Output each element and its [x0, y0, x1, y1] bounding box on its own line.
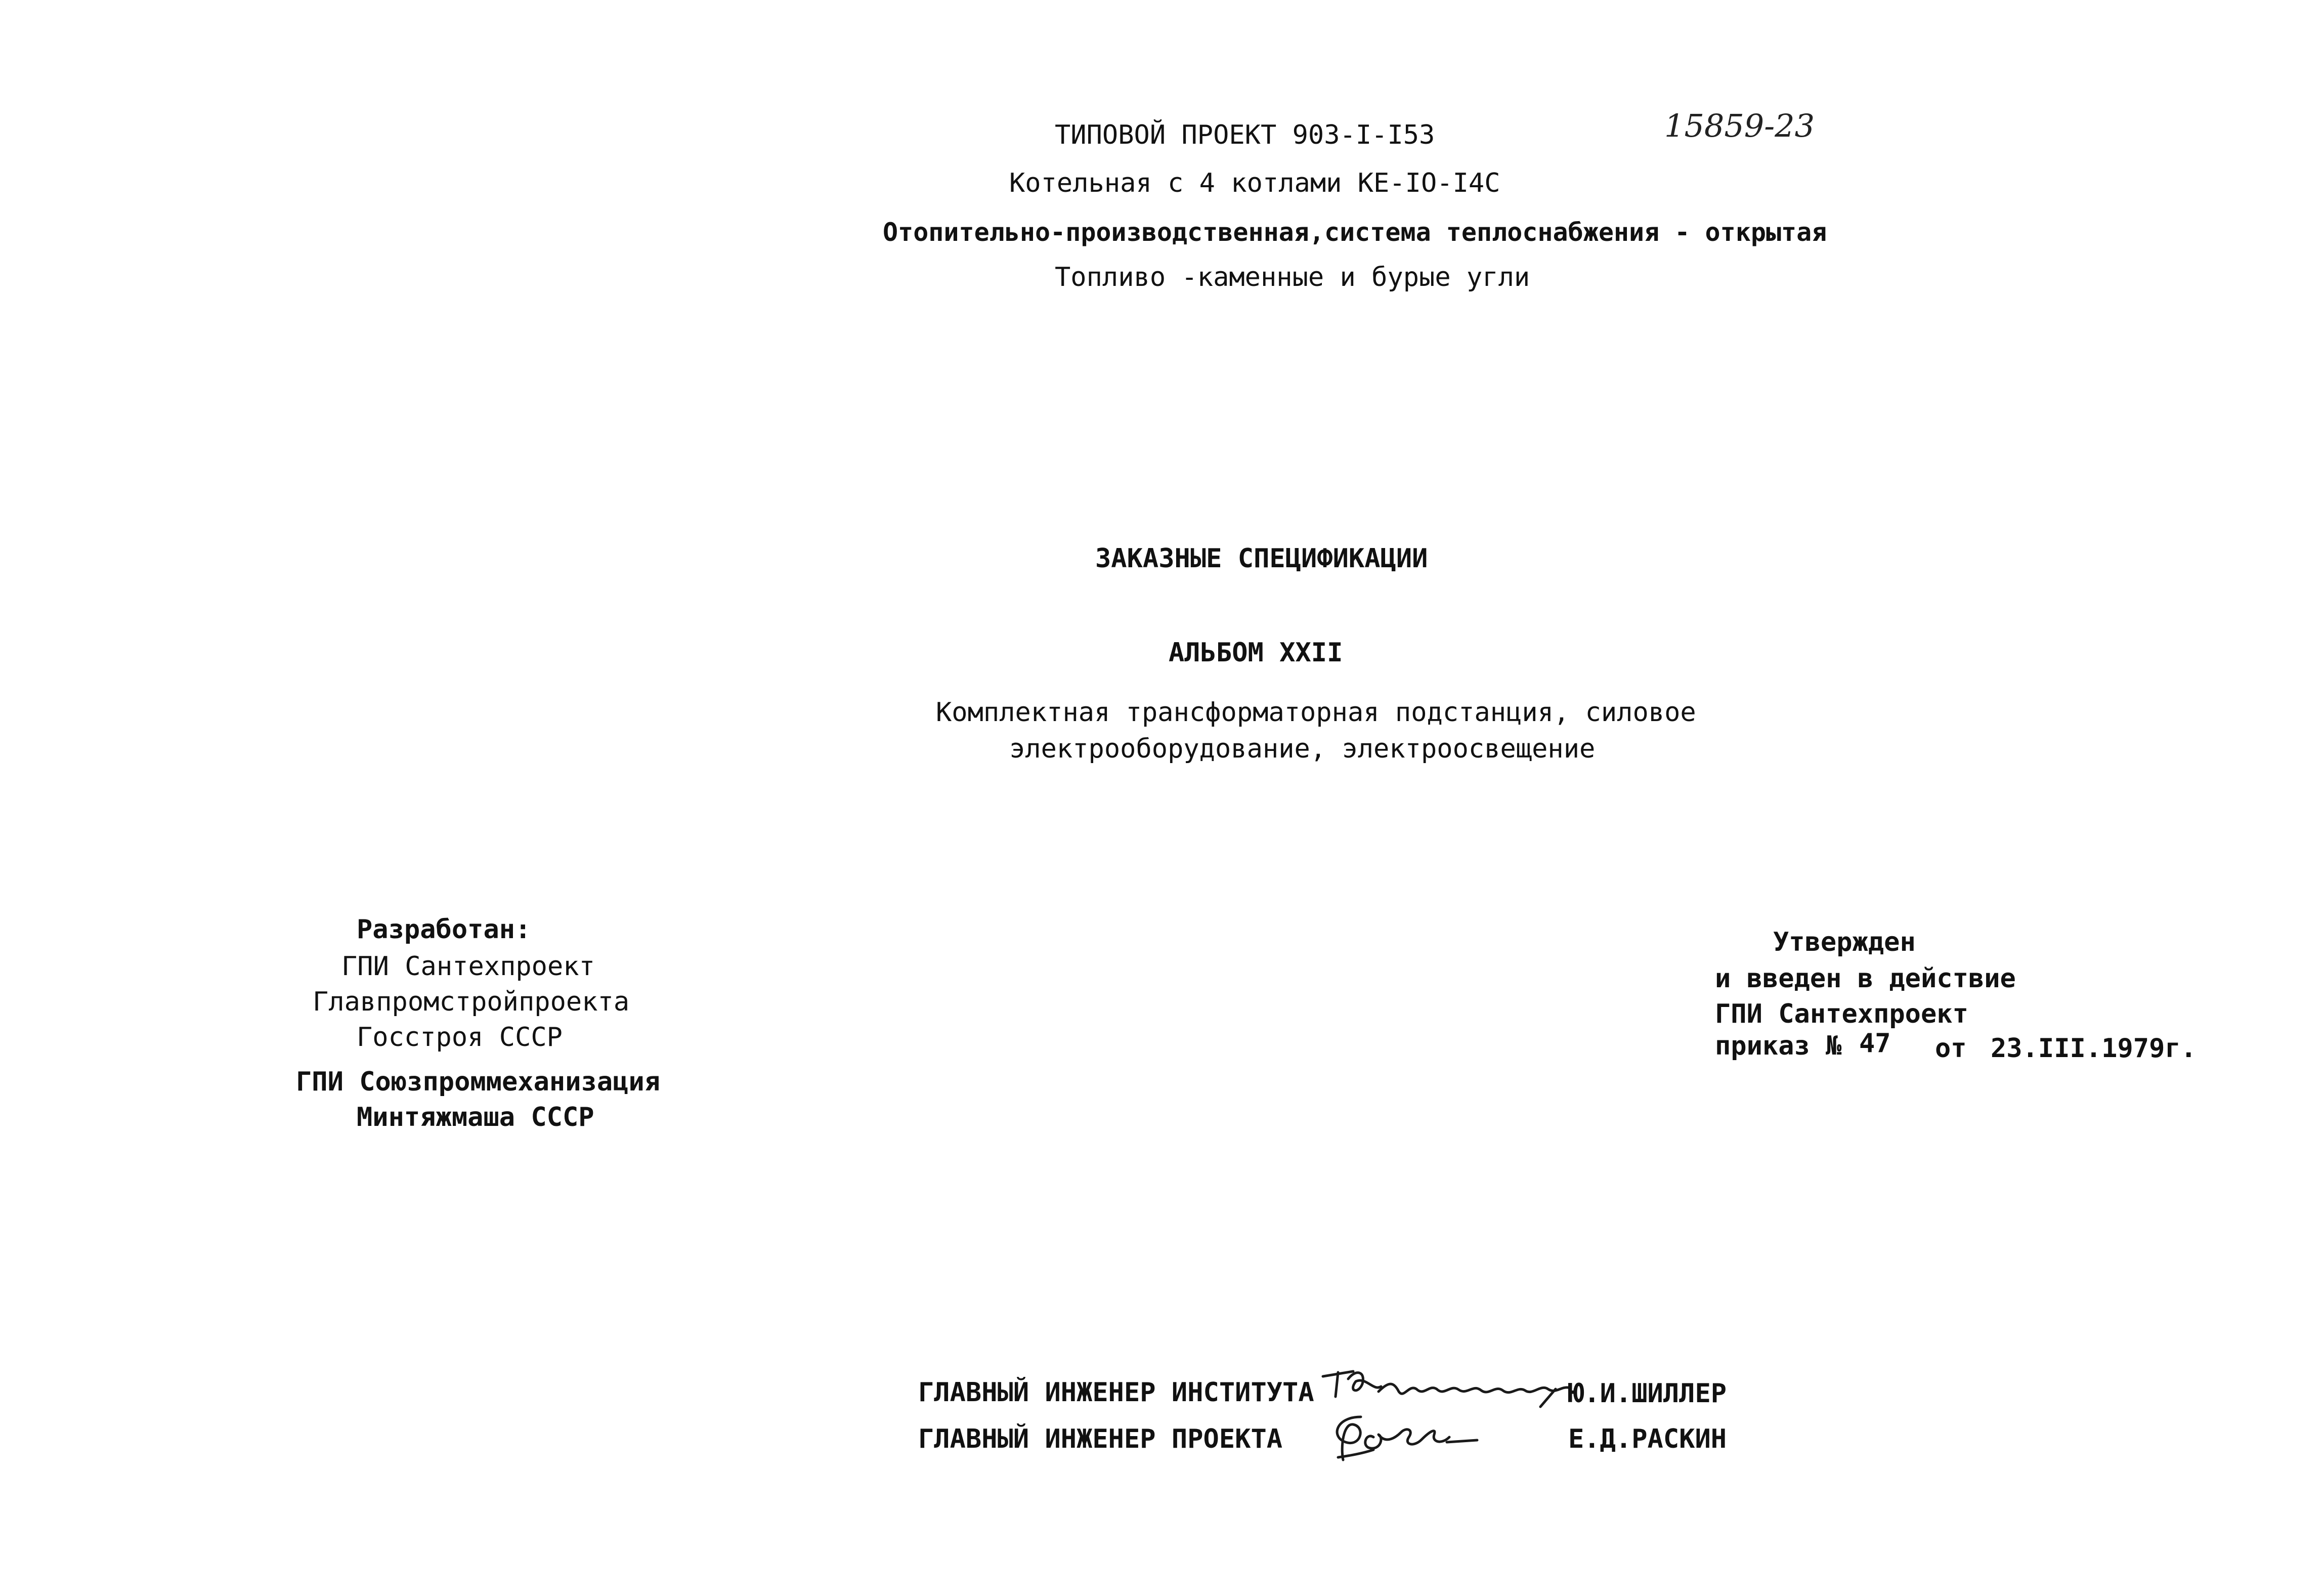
album-number: АЛЬБОМ XXII [1169, 638, 1343, 668]
approved-order-label: приказ № [1715, 1031, 1842, 1061]
header-line-system: Отопительно-производственная,система теплоснабжения - открытая [883, 218, 1827, 247]
signature-name-raskin: Е.Д.РАСКИН [1568, 1424, 1727, 1454]
approved-date-label: от [1935, 1033, 1967, 1064]
signature-role-chief-institute: ГЛАВНЫЙ ИНЖЕНЕР ИНСТИТУТА [918, 1377, 1314, 1408]
developed-by-label: Разработан: [357, 914, 531, 945]
signature-role-chief-project: ГЛАВНЫЙ ИНЖЕНЕР ПРОЕКТА [918, 1424, 1283, 1454]
signature-name-shiller: Ю.И.ШИЛЛЕР [1568, 1378, 1727, 1409]
developer-org1-line1: ГПИ Сантехпроект [341, 951, 595, 982]
approved-date-value: 23.III.1979г. [1991, 1033, 2197, 1064]
header-line-fuel: Топливо -каменные и бурые угли [1055, 262, 1530, 292]
approved-line1: Утвержден [1773, 927, 1916, 957]
approved-line2: и введен в действие [1715, 963, 2016, 994]
signature-raskin [1325, 1407, 1497, 1467]
album-description-line2: электрооборудование, электроосвещение [1009, 734, 1596, 764]
document-title: ЗАКАЗНЫЕ СПЕЦИФИКАЦИИ [1095, 543, 1428, 574]
album-description-line1: Комплектная трансформаторная подстанция, силовое [936, 697, 1696, 728]
approved-line3: ГПИ Сантехпроект [1715, 999, 1968, 1029]
approved-order-number: 47 [1859, 1028, 1891, 1059]
developer-org1-line3: Госстроя СССР [357, 1022, 563, 1053]
developer-org2-line2: Минтяжмаша СССР [357, 1102, 594, 1132]
project-title: ТИПОВОЙ ПРОЕКТ 903-I-I53 [1055, 120, 1435, 150]
archive-number: 15859-23 [1664, 107, 1815, 144]
header-line-boiler: Котельная с 4 котлами КЕ-IO-I4С [1009, 168, 1500, 198]
developer-org2-line1: ГПИ Союзпроммеханизация [296, 1067, 661, 1097]
developer-org1-line2: Главпромстройпроекта [313, 987, 630, 1017]
